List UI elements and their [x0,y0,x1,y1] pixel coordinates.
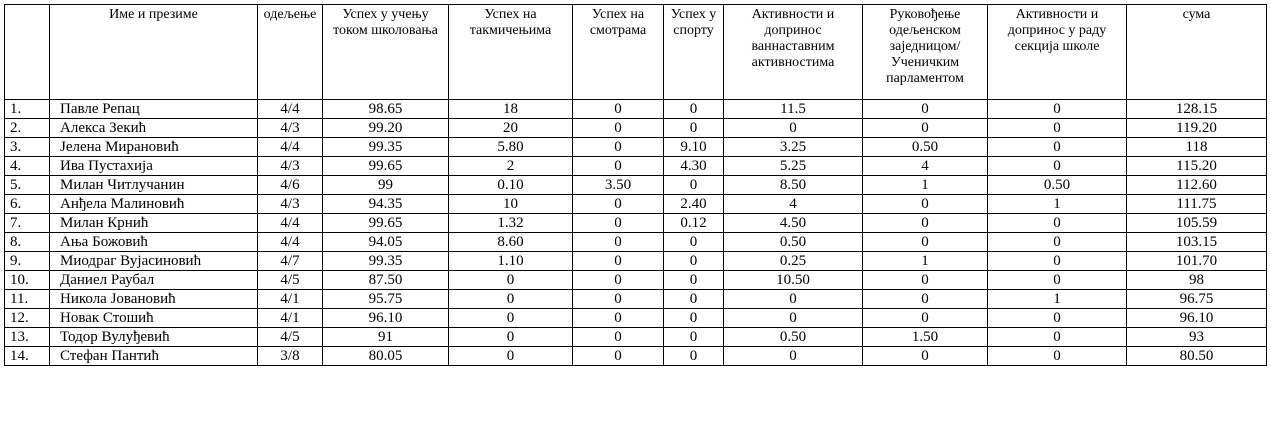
cell-rank: 10. [5,271,50,290]
cell-leadership: 0 [863,290,988,309]
cell-review-success: 0 [573,252,664,271]
cell-study-success: 99.20 [323,119,449,138]
cell-class: 3/8 [258,347,323,366]
cell-sum: 96.10 [1127,309,1267,328]
cell-competition-success: 0 [449,290,573,309]
table-row [5,119,1267,138]
cell-name: Ива Пустахија [50,157,258,176]
cell-extracurricular: 10.50 [724,271,863,290]
cell-extracurricular: 0.50 [724,233,863,252]
cell-name: Миодраг Вујасиновић [50,252,258,271]
cell-rank: 6. [5,195,50,214]
cell-rank: 7. [5,214,50,233]
cell-sport-success: 0 [664,347,724,366]
cell-sum: 111.75 [1127,195,1267,214]
cell-extracurricular: 0 [724,290,863,309]
table-row [5,195,1267,214]
cell-review-success: 0 [573,100,664,119]
cell-sum: 105.59 [1127,214,1267,233]
cell-name: Новак Стошић [50,309,258,328]
ranking-table [4,4,1267,366]
header-sport-success: Успех у спорту [664,5,724,100]
cell-extracurricular: 0 [724,309,863,328]
cell-sum: 115.20 [1127,157,1267,176]
cell-class: 4/1 [258,309,323,328]
cell-leadership: 0 [863,271,988,290]
cell-leadership: 0 [863,119,988,138]
cell-review-success: 3.50 [573,176,664,195]
cell-review-success: 0 [573,195,664,214]
cell-extracurricular: 0.25 [724,252,863,271]
cell-rank: 4. [5,157,50,176]
cell-school-sections: 0 [988,252,1127,271]
cell-extracurricular: 0.50 [724,328,863,347]
table-header [5,5,1267,100]
cell-school-sections: 0 [988,214,1127,233]
header-leadership: Руковођење одељенском заједницом/ Ученичким парламентом [863,5,988,100]
cell-leadership: 0 [863,233,988,252]
table-row [5,214,1267,233]
cell-leadership: 0 [863,100,988,119]
cell-school-sections: 1 [988,195,1127,214]
header-review-success: Успех на смотрама [573,5,664,100]
cell-rank: 2. [5,119,50,138]
cell-class: 4/6 [258,176,323,195]
cell-sum: 128.15 [1127,100,1267,119]
cell-class: 4/5 [258,328,323,347]
cell-name: Даниел Раубал [50,271,258,290]
cell-study-success: 80.05 [323,347,449,366]
cell-study-success: 94.35 [323,195,449,214]
cell-school-sections: 0 [988,347,1127,366]
cell-competition-success: 5.80 [449,138,573,157]
cell-name: Павле Репац [50,100,258,119]
cell-competition-success: 0 [449,347,573,366]
cell-review-success: 0 [573,347,664,366]
cell-sport-success: 0 [664,309,724,328]
cell-sport-success: 0.12 [664,214,724,233]
header-class: одељење [258,5,323,100]
cell-name: Јелена Мирановић [50,138,258,157]
cell-study-success: 99 [323,176,449,195]
cell-rank: 11. [5,290,50,309]
cell-review-success: 0 [573,119,664,138]
cell-school-sections: 0 [988,119,1127,138]
cell-study-success: 94.05 [323,233,449,252]
cell-leadership: 0 [863,214,988,233]
cell-sport-success: 9.10 [664,138,724,157]
cell-class: 4/4 [258,233,323,252]
cell-study-success: 95.75 [323,290,449,309]
cell-leadership: 0 [863,347,988,366]
cell-competition-success: 20 [449,119,573,138]
table-row [5,328,1267,347]
cell-study-success: 99.35 [323,138,449,157]
cell-extracurricular: 3.25 [724,138,863,157]
cell-sport-success: 2.40 [664,195,724,214]
cell-sport-success: 4.30 [664,157,724,176]
table-body [5,100,1267,366]
cell-study-success: 99.65 [323,214,449,233]
cell-school-sections: 0 [988,328,1127,347]
cell-extracurricular: 8.50 [724,176,863,195]
cell-name: Алекса Зекић [50,119,258,138]
cell-rank: 8. [5,233,50,252]
cell-extracurricular: 4 [724,195,863,214]
cell-name: Милан Читлучанин [50,176,258,195]
cell-competition-success: 8.60 [449,233,573,252]
cell-class: 4/3 [258,157,323,176]
cell-class: 4/5 [258,271,323,290]
cell-school-sections: 0 [988,157,1127,176]
cell-name: Никола Јовановић [50,290,258,309]
cell-extracurricular: 5.25 [724,157,863,176]
cell-class: 4/4 [258,214,323,233]
cell-review-success: 0 [573,138,664,157]
cell-name: Тодор Вулуђевић [50,328,258,347]
cell-sum: 98 [1127,271,1267,290]
cell-competition-success: 10 [449,195,573,214]
header-sum: сума [1127,5,1267,100]
cell-sum: 101.70 [1127,252,1267,271]
cell-competition-success: 2 [449,157,573,176]
cell-extracurricular: 0 [724,119,863,138]
header-study-success: Успех у учењу током школовања [323,5,449,100]
cell-school-sections: 0.50 [988,176,1127,195]
cell-competition-success: 0 [449,271,573,290]
cell-sport-success: 0 [664,176,724,195]
table-row [5,233,1267,252]
cell-sport-success: 0 [664,119,724,138]
cell-leadership: 0 [863,195,988,214]
table-row [5,100,1267,119]
cell-competition-success: 1.10 [449,252,573,271]
cell-class: 4/1 [258,290,323,309]
cell-school-sections: 0 [988,309,1127,328]
cell-sport-success: 0 [664,233,724,252]
cell-school-sections: 1 [988,290,1127,309]
cell-study-success: 96.10 [323,309,449,328]
cell-sum: 112.60 [1127,176,1267,195]
cell-rank: 9. [5,252,50,271]
cell-competition-success: 0 [449,309,573,328]
cell-competition-success: 0 [449,328,573,347]
cell-rank: 13. [5,328,50,347]
cell-study-success: 91 [323,328,449,347]
table-row [5,176,1267,195]
header-competition-success: Успех на такмичењима [449,5,573,100]
cell-school-sections: 0 [988,271,1127,290]
cell-sum: 118 [1127,138,1267,157]
cell-sport-success: 0 [664,290,724,309]
cell-leadership: 0 [863,309,988,328]
cell-sum: 93 [1127,328,1267,347]
cell-study-success: 99.35 [323,252,449,271]
cell-extracurricular: 4.50 [724,214,863,233]
cell-sport-success: 0 [664,252,724,271]
cell-class: 4/4 [258,138,323,157]
cell-review-success: 0 [573,328,664,347]
table-row [5,138,1267,157]
cell-competition-success: 0.10 [449,176,573,195]
cell-leadership: 0.50 [863,138,988,157]
cell-review-success: 0 [573,233,664,252]
cell-study-success: 99.65 [323,157,449,176]
cell-review-success: 0 [573,290,664,309]
cell-competition-success: 1.32 [449,214,573,233]
cell-study-success: 87.50 [323,271,449,290]
table-row [5,290,1267,309]
cell-leadership: 4 [863,157,988,176]
cell-review-success: 0 [573,214,664,233]
cell-rank: 1. [5,100,50,119]
cell-rank: 3. [5,138,50,157]
cell-school-sections: 0 [988,233,1127,252]
header-row [5,5,1267,100]
cell-study-success: 98.65 [323,100,449,119]
header-extracurricular: Активности и допринос ваннаставним активностима [724,5,863,100]
cell-leadership: 1 [863,176,988,195]
cell-extracurricular: 0 [724,347,863,366]
cell-leadership: 1 [863,252,988,271]
table-row [5,271,1267,290]
cell-name: Ања Божовић [50,233,258,252]
cell-rank: 5. [5,176,50,195]
table-row [5,157,1267,176]
cell-review-success: 0 [573,157,664,176]
cell-rank: 12. [5,309,50,328]
cell-name: Милан Крнић [50,214,258,233]
cell-sport-success: 0 [664,271,724,290]
cell-class: 4/4 [258,100,323,119]
cell-name: Анђела Малиновић [50,195,258,214]
table-row [5,309,1267,328]
cell-name: Стефан Пантић [50,347,258,366]
cell-class: 4/7 [258,252,323,271]
cell-class: 4/3 [258,195,323,214]
header-school-sections: Активности и допринос у раду секција школе [988,5,1127,100]
cell-rank: 14. [5,347,50,366]
cell-class: 4/3 [258,119,323,138]
cell-school-sections: 0 [988,100,1127,119]
table-row [5,347,1267,366]
cell-review-success: 0 [573,271,664,290]
header-name: Име и презиме [50,5,258,100]
header-rank [5,5,50,100]
cell-extracurricular: 11.5 [724,100,863,119]
cell-leadership: 1.50 [863,328,988,347]
cell-sum: 103.15 [1127,233,1267,252]
cell-sport-success: 0 [664,100,724,119]
table-row [5,252,1267,271]
cell-sum: 96.75 [1127,290,1267,309]
cell-sum: 119.20 [1127,119,1267,138]
cell-review-success: 0 [573,309,664,328]
cell-competition-success: 18 [449,100,573,119]
cell-school-sections: 0 [988,138,1127,157]
cell-sum: 80.50 [1127,347,1267,366]
cell-sport-success: 0 [664,328,724,347]
